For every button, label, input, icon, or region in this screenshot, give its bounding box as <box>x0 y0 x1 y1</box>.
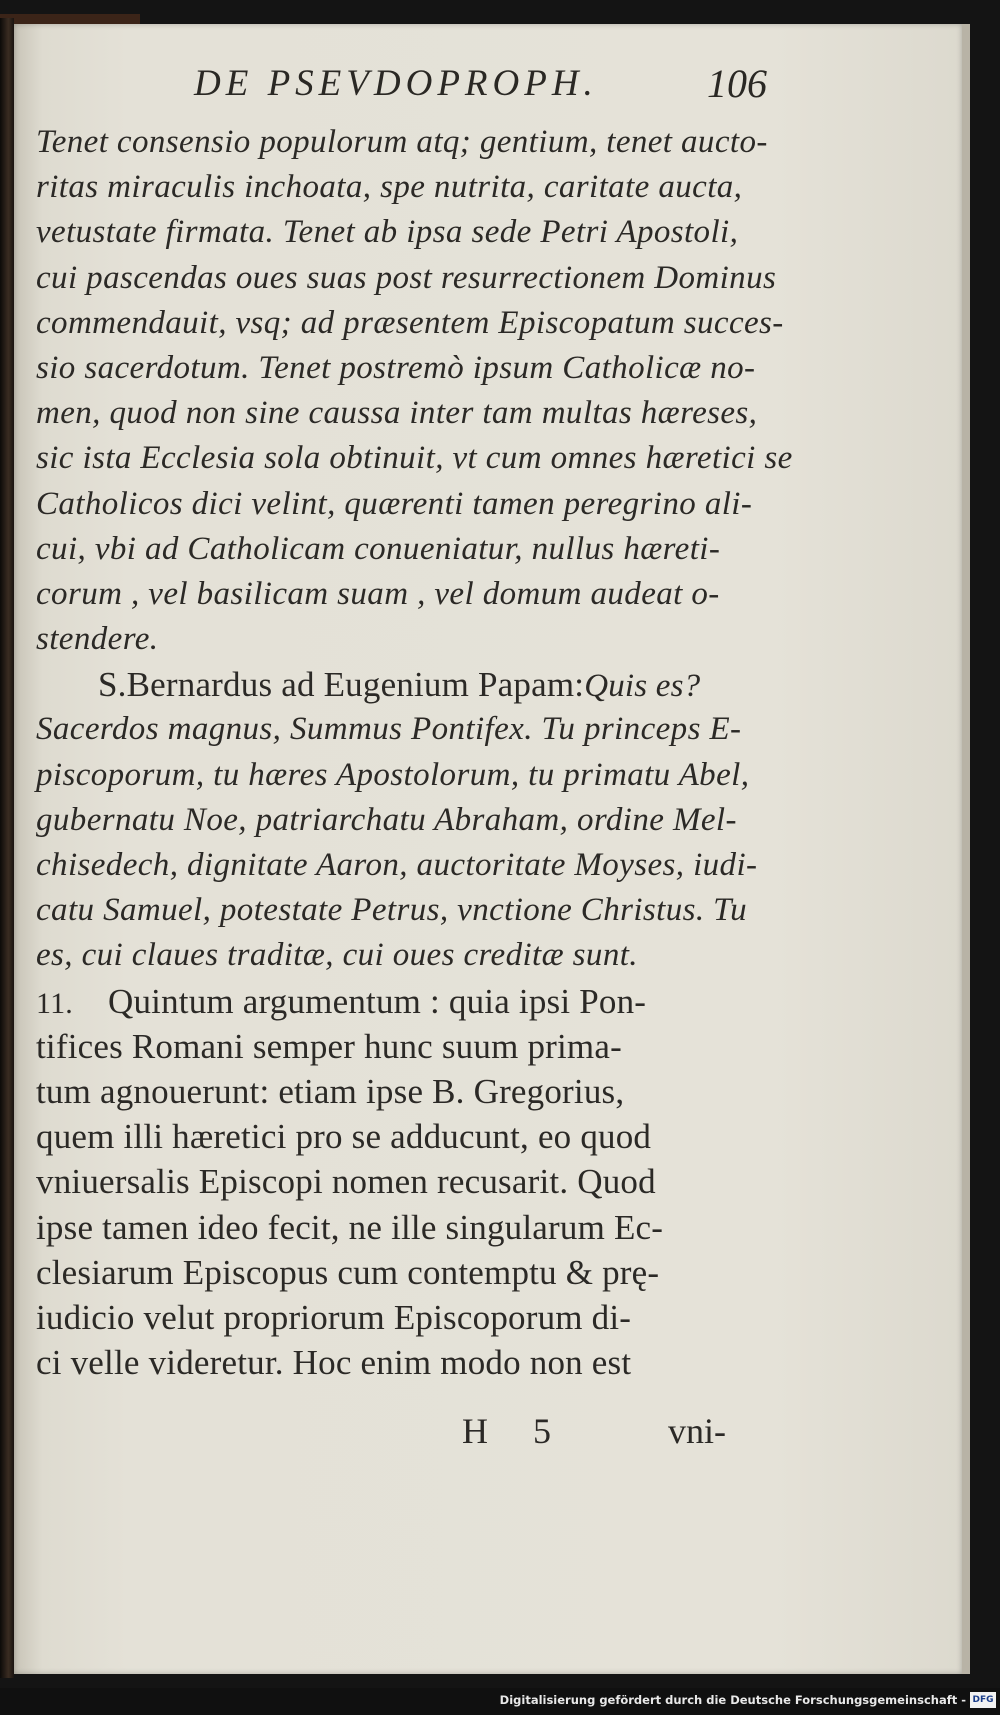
text-line <box>36 1069 776 1114</box>
text-line <box>36 1250 776 1295</box>
page-number: 106 <box>707 61 767 106</box>
line-text: iudicio velut propriorum Episcoporum di- <box>36 1297 632 1337</box>
text-line <box>36 256 776 301</box>
text-line <box>36 482 776 527</box>
text-line <box>36 888 776 933</box>
page-header <box>14 62 962 122</box>
text-line <box>36 527 776 572</box>
line-text: corum , vel basilicam suam , vel domum audeat o- <box>36 575 720 612</box>
line-text: tum agnouerunt: etiam ipse B. Gregorius, <box>36 1071 625 1111</box>
running-head: DE PSEVDOPROPH. <box>194 63 598 104</box>
text-line <box>36 572 776 617</box>
text-line <box>36 391 776 436</box>
text-line <box>36 1205 776 1250</box>
line-text: cui, vbi ad Catholicam conueniatur, nullus hæreti- <box>36 530 721 567</box>
page-fore-edge <box>962 24 970 1674</box>
line-text: tifices Romani semper hunc suum prima- <box>36 1026 622 1066</box>
text-line <box>36 798 776 843</box>
line-text: chisedech, dignitate Aaron, auctoritate Moyses, iudi- <box>36 847 758 883</box>
text-line <box>36 1114 776 1159</box>
line-text: cui pascendas oues suas post resurrectionem Dominus <box>36 259 777 296</box>
line-text: stendere. <box>36 621 159 658</box>
text-line <box>36 979 776 1024</box>
text-line <box>36 707 776 752</box>
funding-credit: Digitalisierung gefördert durch die Deutsche Forschungsgemeinschaft - <box>499 1693 966 1707</box>
text-line <box>36 1340 776 1385</box>
line-text: catu Samuel, potestate Petrus, vnctione Christus. Tu <box>36 892 747 929</box>
text-line <box>36 120 776 165</box>
book-spine <box>0 18 14 1678</box>
line-text-italic: Quis es? <box>584 668 701 705</box>
text-line <box>36 843 776 888</box>
line-text: ci velle videretur. Hoc enim modo non est <box>36 1343 632 1383</box>
line-text: Tenet consensio populorum atq; gentium, tenet aucto- <box>36 124 768 160</box>
text-line <box>36 933 776 978</box>
line-text: men, quod non sine caussa inter tam multas hæreses, <box>36 395 758 432</box>
line-text: es, cui claues traditæ, cui oues creditæ sunt. <box>36 937 638 974</box>
book-page <box>14 24 962 1674</box>
line-text: sio sacerdotum. Tenet postremò ipsum Catholicæ no- <box>36 349 756 386</box>
paragraph-number: 11. <box>36 986 73 1020</box>
line-text: commendauit, vsq; ad præsentem Episcopatum succes- <box>36 304 784 341</box>
text-line <box>36 753 776 798</box>
line-text: ritas miraculis inchoata, spe nutrita, caritate aucta, <box>36 169 743 206</box>
text-line <box>36 617 776 662</box>
text-line <box>36 1295 776 1340</box>
line-text: vetustate firmata. Tenet ab ipsa sede Petri Apostoli, <box>36 214 739 251</box>
book-binding-edge <box>0 14 140 24</box>
signature-mark: H 5 <box>462 1411 569 1451</box>
text-line <box>36 436 793 481</box>
body-text <box>36 120 793 1385</box>
line-text: Catholicos dici velint, quærenti tamen peregrino ali- <box>36 485 753 522</box>
catchword: vni- <box>668 1411 726 1451</box>
line-text: Quintum argumentum : quia ipsi Pon- <box>108 981 647 1021</box>
text-line <box>36 1024 776 1069</box>
line-text: clesiarum Episcopus cum contemptu & prę- <box>36 1252 660 1292</box>
line-text: Sacerdos magnus, Summus Pontifex. Tu princeps E- <box>36 711 742 748</box>
text-line <box>36 662 776 707</box>
line-text: piscoporum, tu hæres Apostolorum, tu primatu Abel, <box>36 756 750 793</box>
dfg-logo-icon: DFG <box>970 1692 996 1708</box>
text-line <box>36 210 776 255</box>
line-text: gubernatu Noe, patriarchatu Abraham, ordine Mel- <box>36 801 737 838</box>
line-text: S.Bernardus ad Eugenium Papam: <box>98 665 585 705</box>
text-line <box>36 346 776 391</box>
line-text: vniuersalis Episcopi nomen recusarit. Quod <box>36 1162 656 1202</box>
text-line <box>36 165 776 210</box>
line-text: quem illi hæretici pro se adducunt, eo quod <box>36 1117 652 1157</box>
line-text: ipse tamen ideo fecit, ne ille singularum Ec- <box>36 1207 664 1247</box>
text-line <box>36 1159 776 1204</box>
text-line <box>36 301 784 346</box>
page-footer-catchwords <box>14 1410 962 1460</box>
digitization-credit-bar <box>0 1688 1000 1715</box>
line-text: sic ista Ecclesia sola obtinuit, vt cum omnes hæretici se <box>36 440 793 477</box>
